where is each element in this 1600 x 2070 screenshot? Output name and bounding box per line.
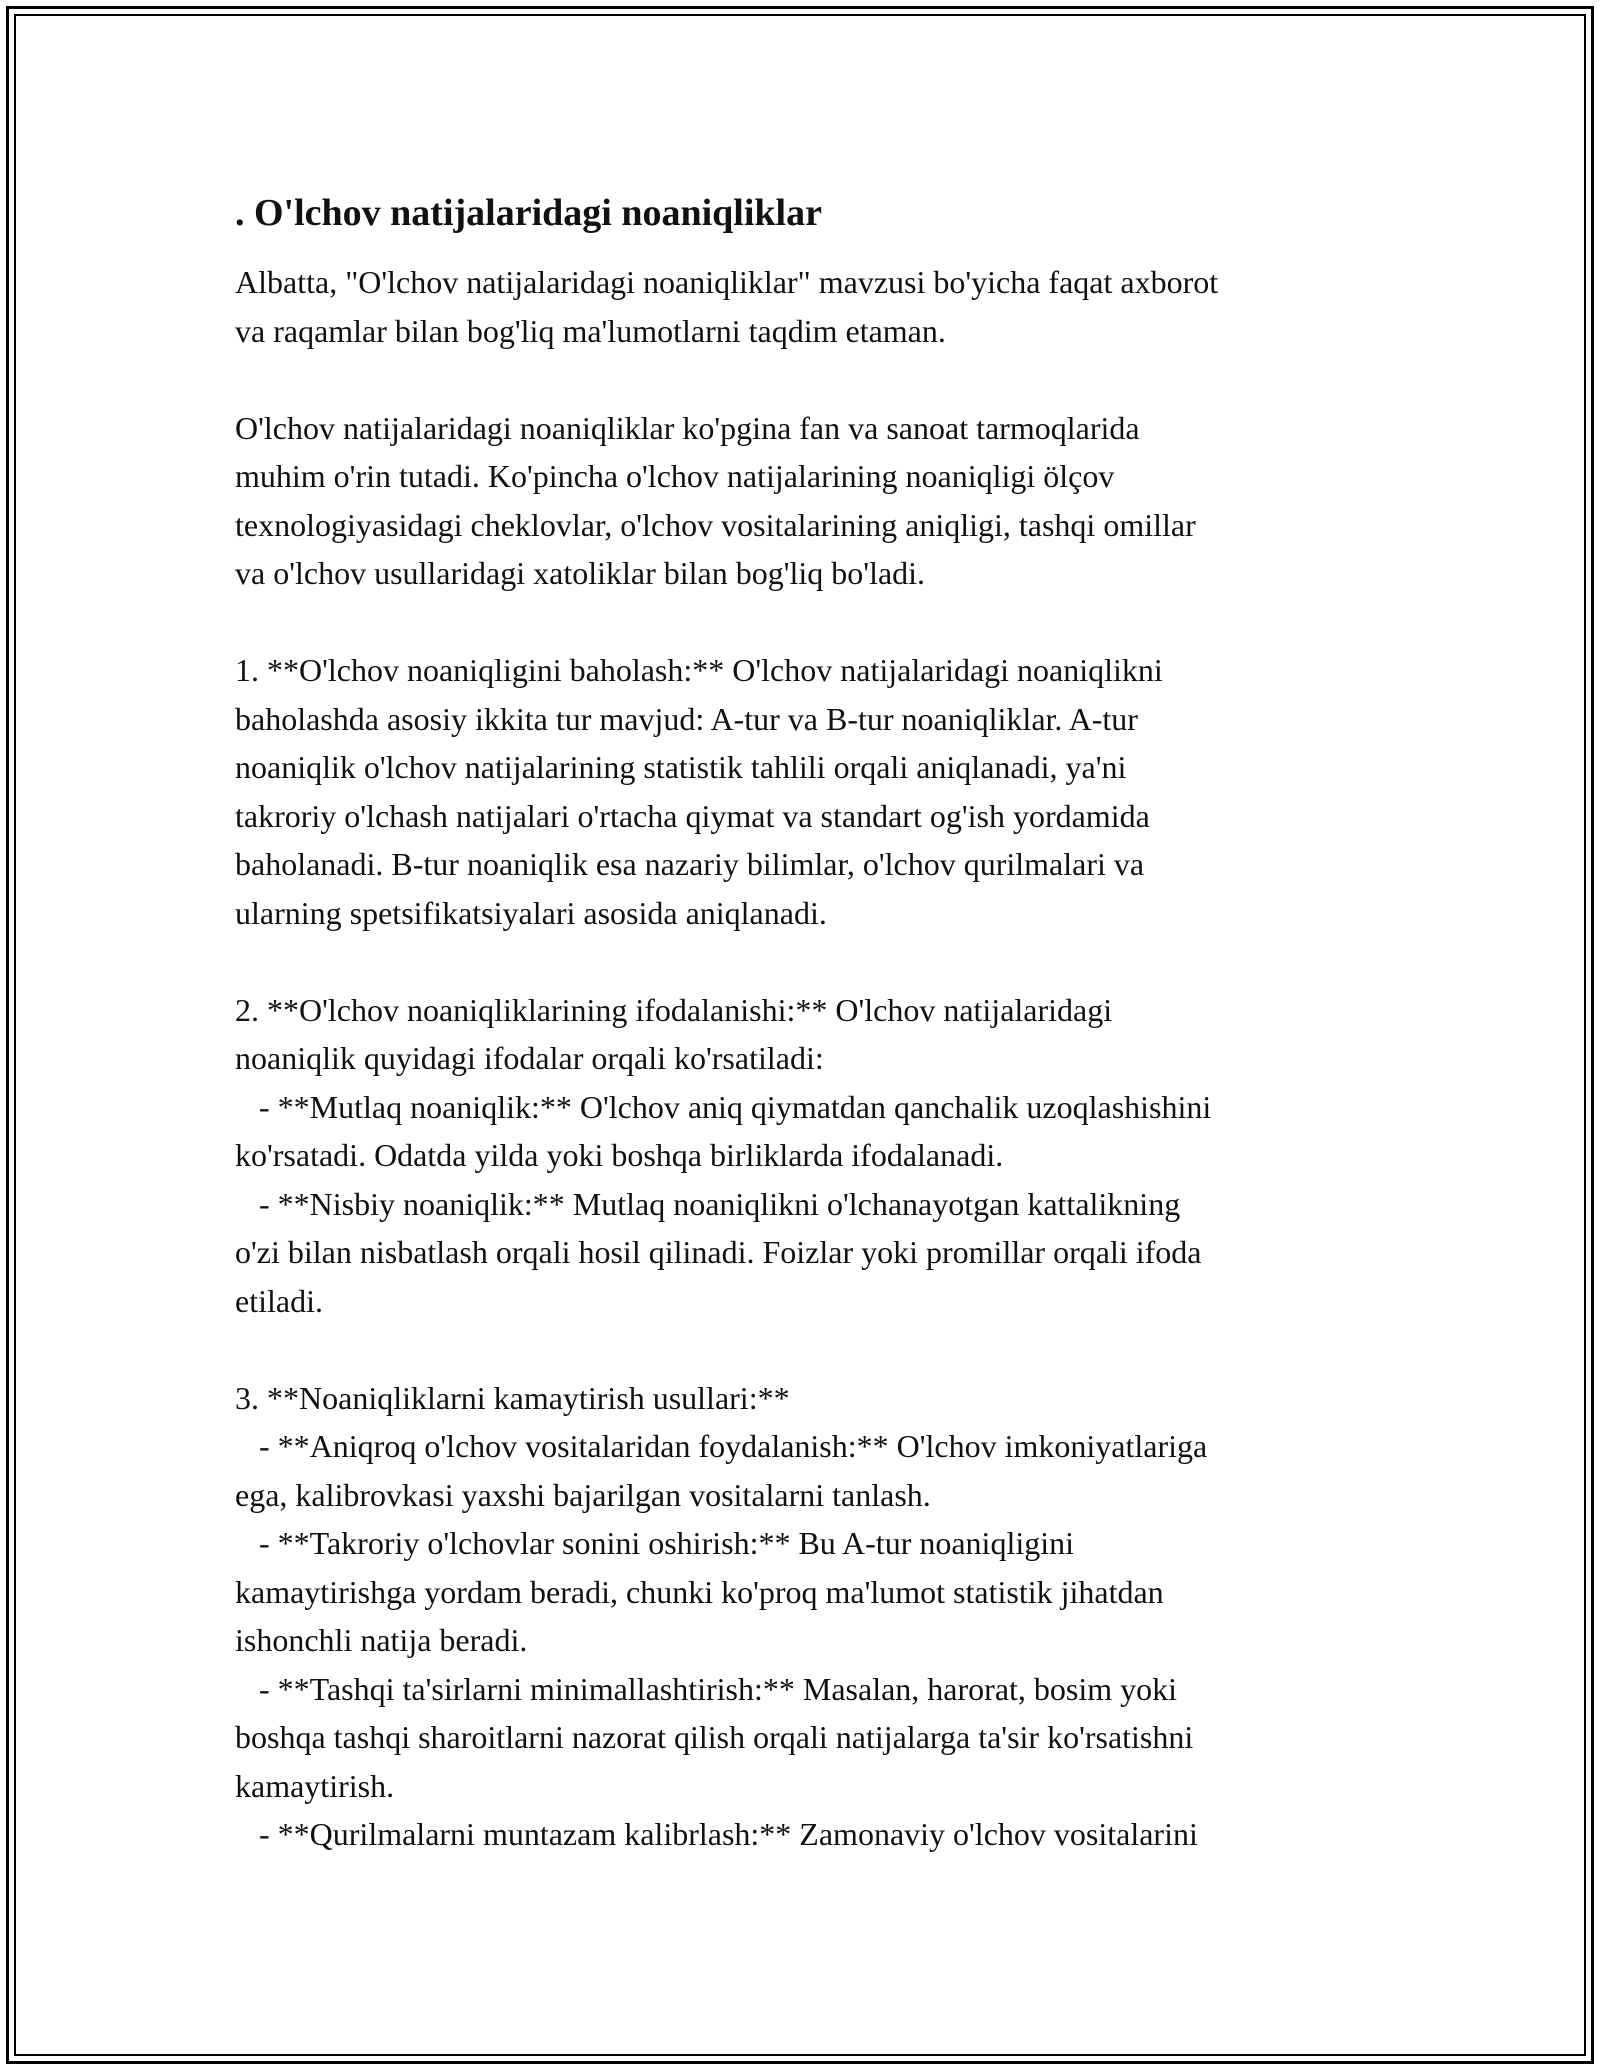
- text-line: 3. **Noaniqliklarni kamaytirish usullari:**: [235, 1379, 790, 1416]
- text-line: ega, kalibrovkasi yaxshi bajarilgan vositalarni tanlash.: [235, 1476, 931, 1513]
- text-line: ishonchli natija beradi.: [235, 1622, 528, 1658]
- text-line: ularning spetsifikatsiyalari asosida aniqlanadi.: [235, 894, 827, 931]
- text-line: noaniqlik quyidagi ifodalar orqali ko'rsatiladi:: [235, 1040, 824, 1076]
- text-line: ko'rsatadi. Odatda yilda yoki boshqa birliklarda ifodalanadi.: [235, 1137, 1004, 1173]
- blank-line: [235, 937, 1365, 986]
- text-line: O'lchov natijalaridagi noaniqliklar ko'pgina fan va sanoat tarmoqlarida: [235, 409, 1140, 446]
- text-line: - **Aniqroq o'lchov vositalaridan foydalanish:** O'lchov imkoniyatlariga: [235, 1428, 1208, 1464]
- blank-line: [235, 598, 1365, 647]
- text-line: Albatta, "O'lchov natijalaridagi noaniqliklar" mavzusi bo'yicha faqat axborot: [235, 264, 1219, 300]
- text-line: baholashda asosiy ikkita tur mavjud: A-tur va B-tur noaniqliklar. A-tur: [235, 700, 1138, 737]
- text-line: etiladi.: [235, 1282, 323, 1319]
- text-line: muhim o'rin tutadi. Ko'pincha o'lchov natijalarining noaniqligi ölçov: [235, 458, 1115, 494]
- blank-line: [235, 355, 1365, 404]
- text-line: - **Takroriy o'lchovlar sonini oshirish:** Bu A-tur noaniqligini: [235, 1525, 1074, 1561]
- text-line: 2. **O'lchov noaniqliklarining ifodalanishi:** O'lchov natijalaridagi: [235, 991, 1113, 1028]
- text-line: - **Qurilmalarni muntazam kalibrlash:** Zamonaviy o'lchov vositalarini: [235, 1816, 1198, 1852]
- document-title: . O'lchov natijalaridagi noaniqliklar: [235, 192, 822, 234]
- text-line: noaniqlik o'lchov natijalarining statistik tahlili orqali aniqlanadi, ya'ni: [235, 749, 1127, 785]
- text-line: va o'lchov usullaridagi xatoliklar bilan bog'liq bo'ladi.: [235, 555, 926, 591]
- text-line: - **Nisbiy noaniqlik:** Mutlaq noaniqlikni o'lchanayotgan kattalikning: [235, 1185, 1181, 1222]
- text-line: - **Mutlaq noaniqlik:** O'lchov aniq qiymatdan qanchalik uzoqlashishini: [235, 1088, 1212, 1125]
- text-line: takroriy o'lchash natijalari o'rtacha qiymat va standart og'ish yordamida: [235, 797, 1150, 834]
- text-line: kamaytirish.: [235, 1767, 395, 1804]
- text-line: boshqa tashqi sharoitlarni nazorat qilish orqali natijalarga ta'sir ko'rsatishni: [235, 1719, 1194, 1755]
- text-line: 1. **O'lchov noaniqligini baholash:** O'lchov natijalaridagi noaniqlikni: [235, 652, 1163, 688]
- text-line: o'zi bilan nisbatlash orqali hosil qilinadi. Foizlar yoki promillar orqali ifoda: [235, 1234, 1202, 1270]
- text-line: texnologiyasidagi cheklovlar, o'lchov vositalarining aniqligi, tashqi omillar: [235, 506, 1196, 543]
- blank-line: [235, 1325, 1365, 1374]
- text-line: va raqamlar bilan bog'liq ma'lumotlarni taqdim etaman.: [235, 312, 946, 349]
- text-line: - **Tashqi ta'sirlarni minimallashtirish:** Masalan, harorat, bosim yoki: [235, 1670, 1178, 1707]
- text-line: baholanadi. B-tur noaniqlik esa nazariy bilimlar, o'lchov qurilmalari va: [235, 846, 1145, 882]
- document-body: [235, 258, 1365, 1859]
- document-content: [235, 188, 1365, 1859]
- text-line: kamaytirishga yordam beradi, chunki ko'proq ma'lumot statistik jihatdan: [235, 1573, 1164, 1610]
